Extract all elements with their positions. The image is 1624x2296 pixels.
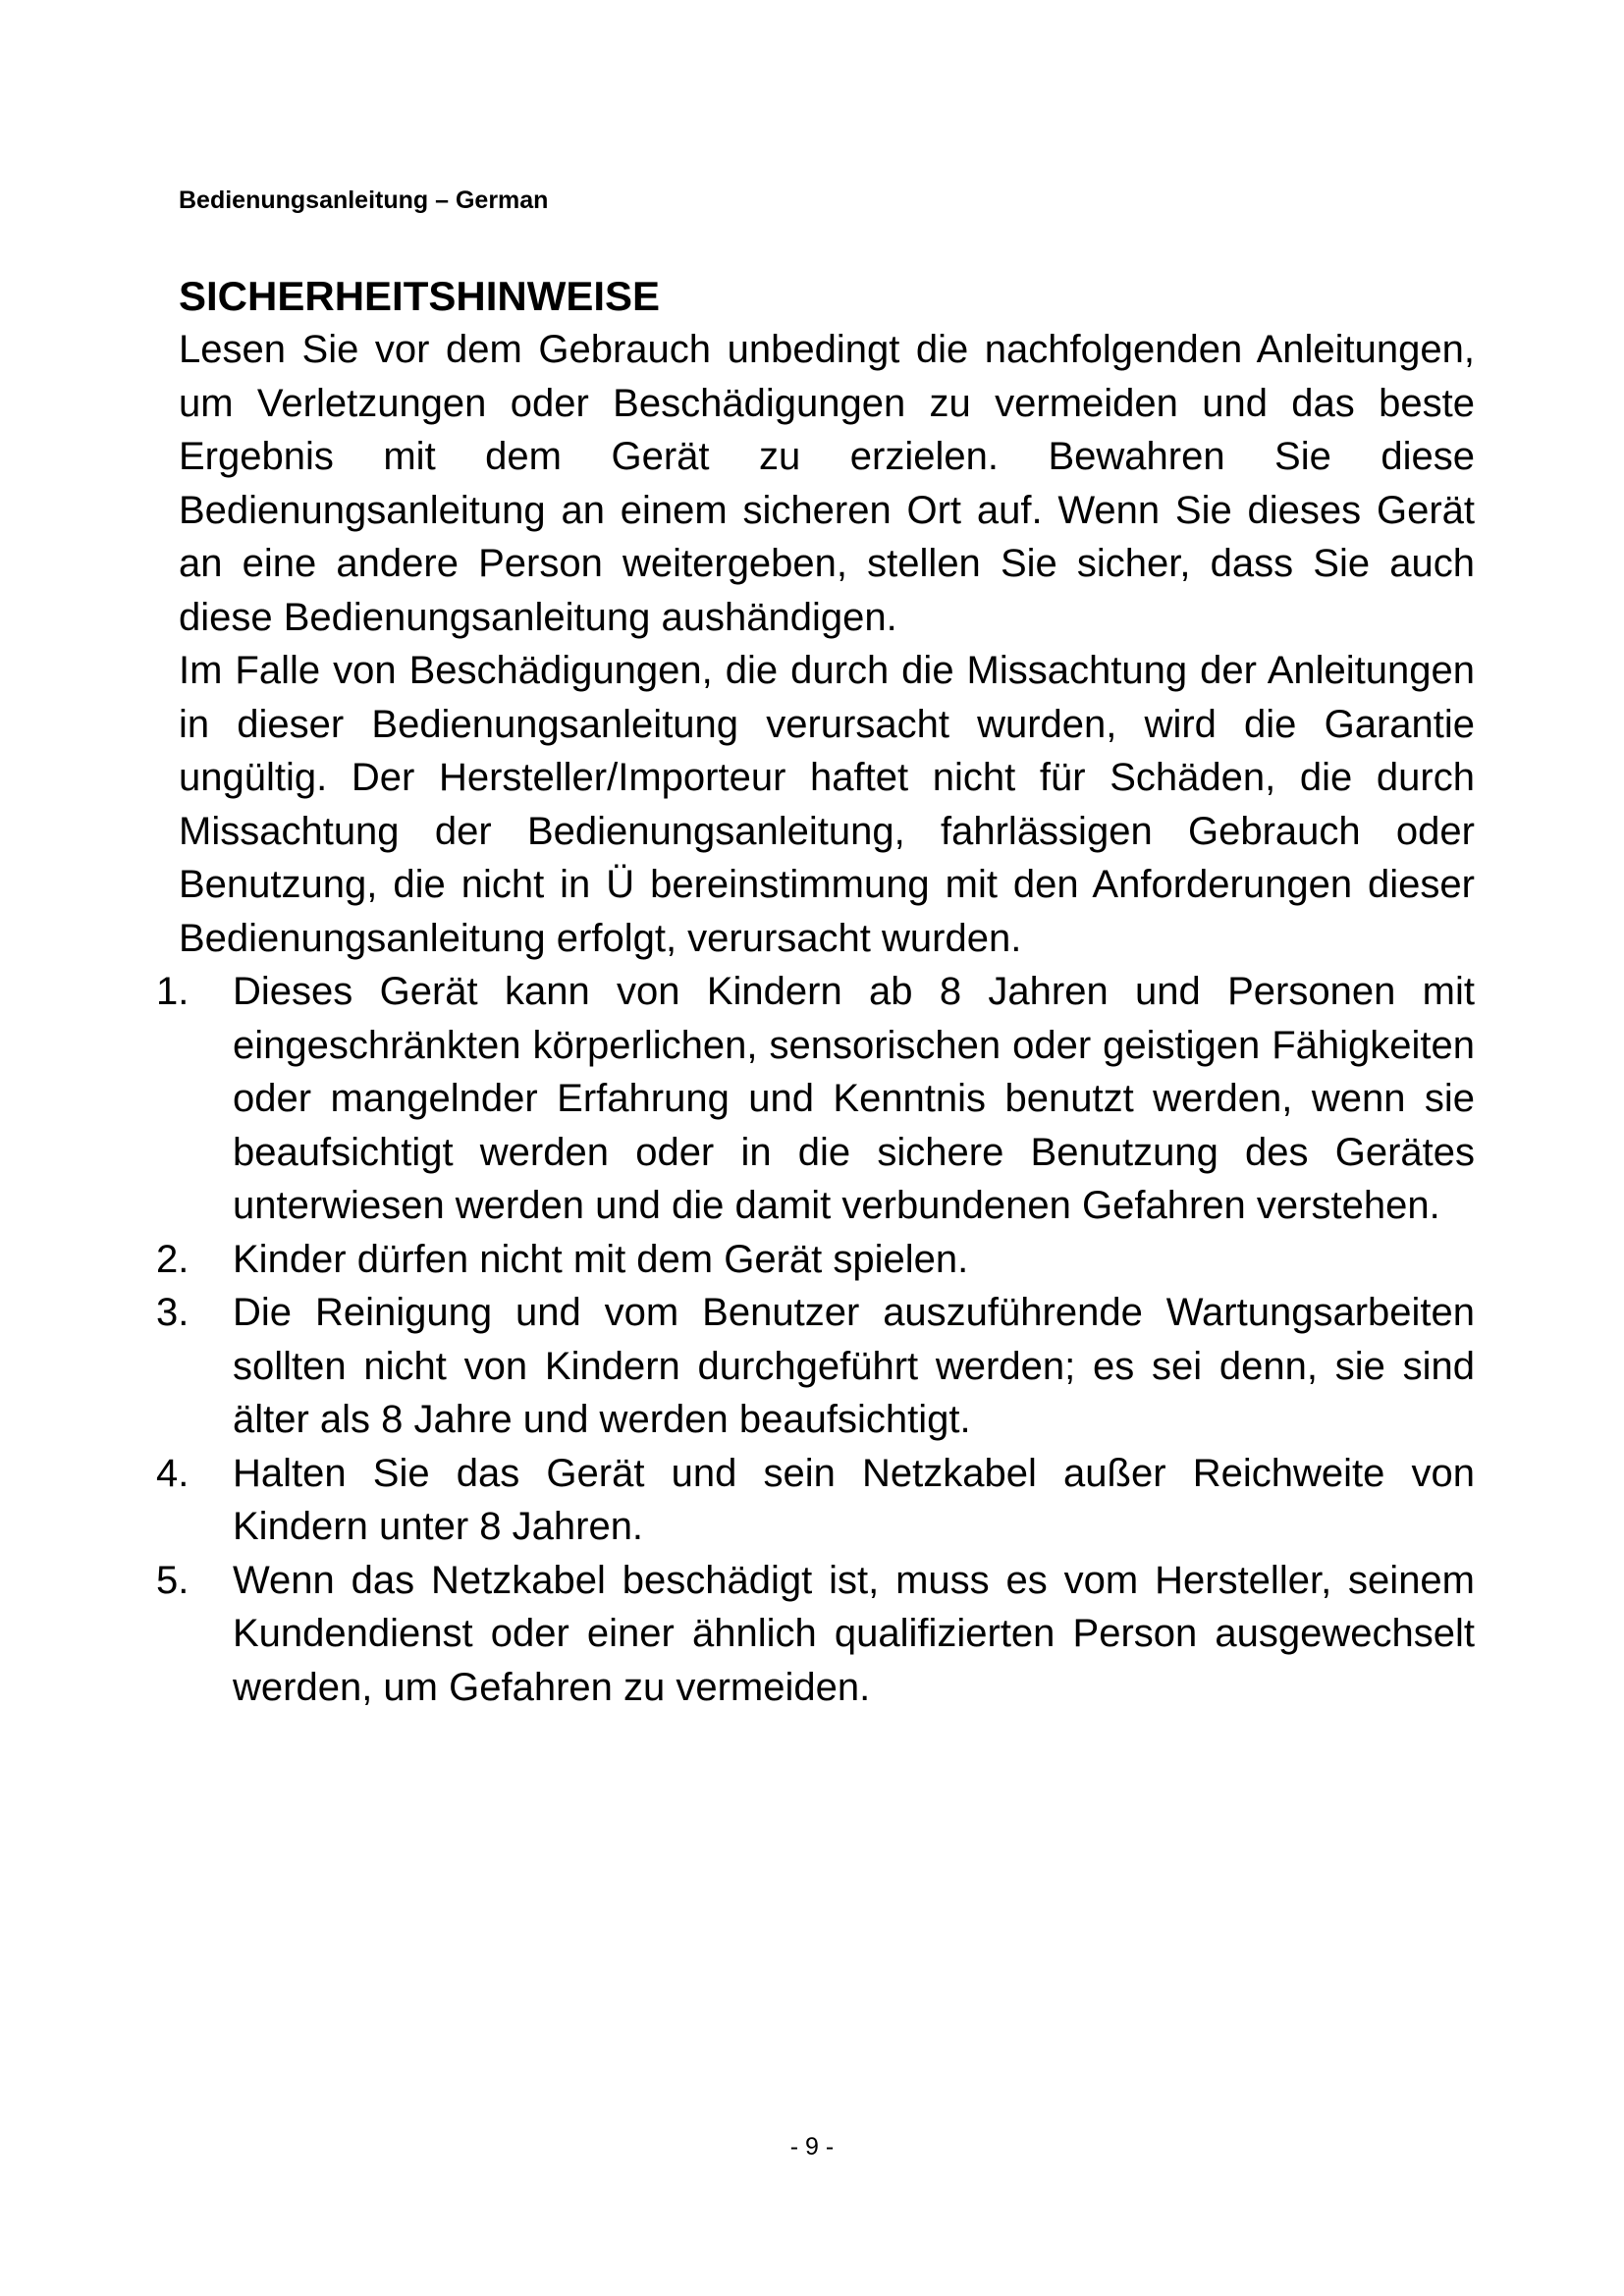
list-item	[156, 965, 1475, 1233]
list-number: 5.	[156, 1558, 189, 1602]
page-header: Bedienungsanleitung – German	[179, 187, 549, 214]
section-title: SICHERHEITSHINWEISE	[179, 273, 661, 319]
list-item	[156, 1554, 1475, 1715]
list-item	[156, 1233, 1475, 1287]
page-content	[156, 270, 1475, 1714]
safety-list	[156, 965, 1475, 1714]
list-text: Dieses Gerät kann von Kindern ab 8 Jahren und Personen mit eingeschränkten körperlichen, sensorischen oder geistigen Fähigkeiten oder mangelnder Erfahrung und Kenntnis benutzt werden, wenn sie beaufsichtigt werden oder in die sichere Benutzung des Gerätes unterwiesen werden und die damit verbundenen Gefahren verstehen.	[233, 970, 1475, 1227]
list-text: Halten Sie das Gerät und sein Netzkabel außer Reichweite von Kindern unter 8 Jahren.	[233, 1451, 1475, 1548]
list-number: 2.	[156, 1237, 189, 1281]
list-text: Kinder dürfen nicht mit dem Gerät spielen.	[233, 1237, 969, 1281]
list-text: Die Reinigung und vom Benutzer auszuführende Wartungsarbeiten sollten nicht von Kindern durchgeführt werden; es sei denn, sie sind älter als 8 Jahre und werden beaufsichtigt.	[233, 1291, 1475, 1441]
list-text: Wenn das Netzkabel beschädigt ist, muss es vom Hersteller, seinem Kundendienst oder einer ähnlich qualifizierten Person ausgewechselt werden, um Gefahren zu vermeiden.	[233, 1558, 1475, 1709]
list-number: 3.	[156, 1291, 189, 1334]
list-number: 4.	[156, 1451, 189, 1495]
list-number: 1.	[156, 970, 189, 1013]
list-item	[156, 1286, 1475, 1447]
list-item	[156, 1447, 1475, 1554]
intro-paragraph: Lesen Sie vor dem Gebrauch unbedingt die nachfolgenden Anleitungen, um Verletzungen oder Beschädigungen zu vermeiden und das beste Ergebnis mit dem Gerät zu erzielen. Bewahren Sie diese Bedienungsanleitung an einem sicheren Ort auf. Wenn Sie dieses Gerät an eine andere Person weitergeben, stellen Sie sicher, dass Sie auch diese Bedienungsanleitung aushändigen.	[179, 328, 1475, 639]
warranty-paragraph: Im Falle von Beschädigungen, die durch die Missachtung der Anleitungen in dieser Bedienungsanleitung verursacht wurden, wird die Garantie ungültig. Der Hersteller/Importeur haftet nicht für Schäden, die durch Missachtung der Bedienungsanleitung, fahrlässigen Gebrauch oder Benutzung, die nicht in Ü bereinstimmung mit den Anforderungen dieser Bedienungsanleitung erfolgt, verursacht wurden.	[179, 649, 1475, 960]
page-number: - 9 -	[789, 2133, 835, 2161]
